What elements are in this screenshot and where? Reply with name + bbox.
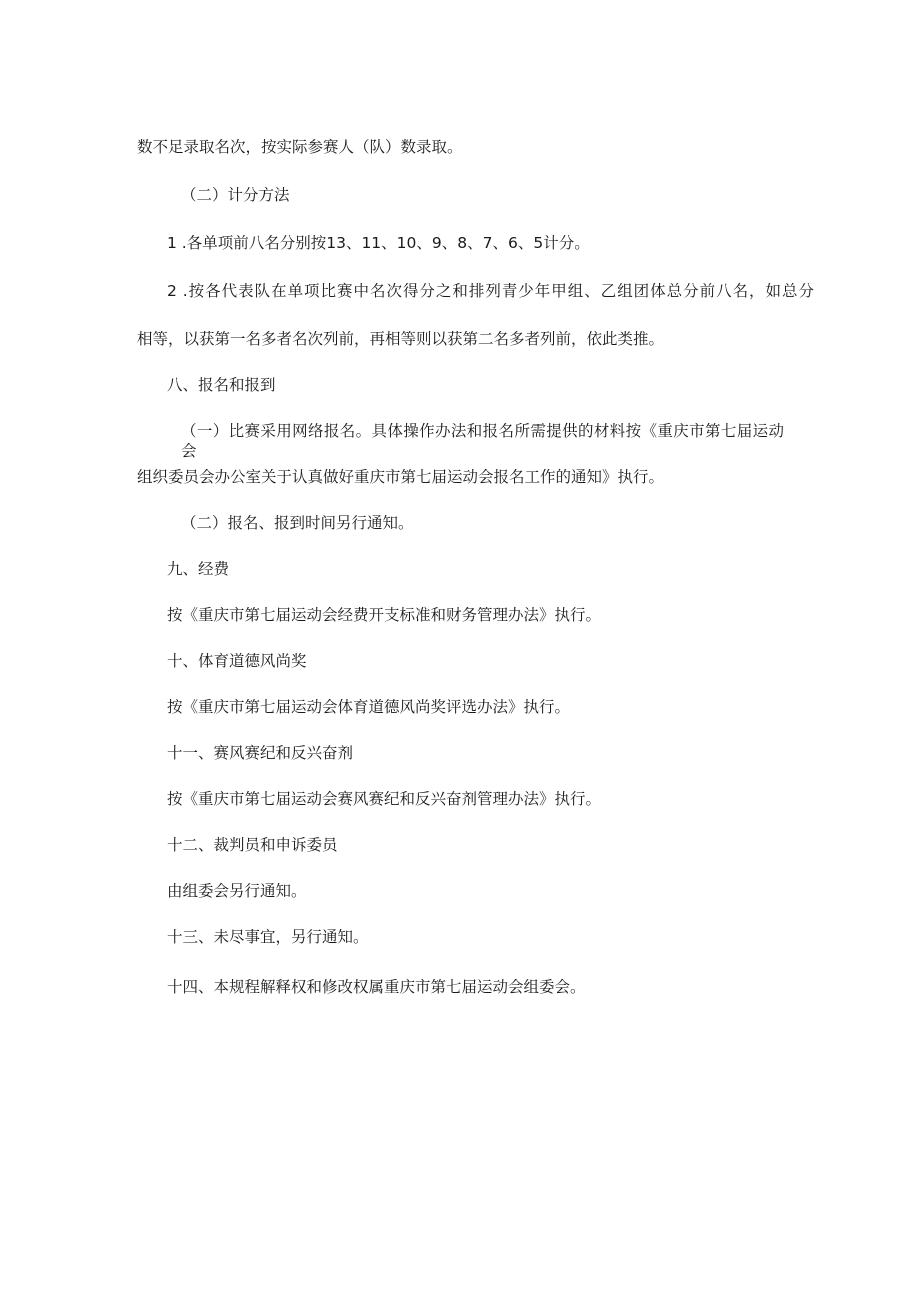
section-heading-discipline-antidoping: 十一、赛风赛纪和反兴奋剂: [167, 744, 354, 762]
scoring-rule-1: 1 .各单项前八名分别按13、11、10、9、8、7、6、5计分。: [167, 234, 590, 252]
section-heading-sportsmanship-award: 十、体育道德风尚奖: [167, 652, 307, 670]
section-heading-funding: 九、经费: [167, 560, 230, 578]
section-heading-registration: 八、报名和报到: [167, 376, 276, 394]
referees-paragraph: 由组委会另行通知。: [167, 882, 307, 900]
discipline-antidoping-paragraph: 按《重庆市第七届运动会赛风赛纪和反兴奋剂管理办法》执行。: [167, 790, 602, 808]
paragraph-continuation: 数不足录取名次，按实际参赛人（队）数录取。: [137, 138, 463, 156]
registration-paragraph-1-continuation: 组织委员会办公室关于认真做好重庆市第七届运动会报名工作的通知》执行。: [137, 468, 665, 486]
scoring-rule-2: 2 .按各代表队在单项比赛中名次得分之和排列青少年甲组、乙组团体总分前八名，如总分: [167, 282, 814, 300]
registration-paragraph-1: （一）比赛采用网络报名。具体操作办法和报名所需提供的材料按《重庆市第七届运动会: [181, 422, 784, 460]
funding-paragraph: 按《重庆市第七届运动会经费开支标准和财务管理办法》执行。: [167, 606, 602, 624]
scoring-rule-2-continuation: 相等，以获第一名多者名次列前，再相等则以获第二名多者列前，依此类推。: [137, 330, 665, 348]
subsection-heading-scoring: （二）计分方法: [181, 186, 290, 204]
section-heading-other-matters: 十三、未尽事宜，另行通知。: [167, 928, 369, 946]
section-heading-interpretation: 十四、本规程解释权和修改权属重庆市第七届运动会组委会。: [167, 978, 586, 996]
sportsmanship-award-paragraph: 按《重庆市第七届运动会体育道德风尚奖评选办法》执行。: [167, 698, 571, 716]
registration-paragraph-2: （二）报名、报到时间另行通知。: [181, 514, 414, 532]
section-heading-referees: 十二、裁判员和申诉委员: [167, 836, 338, 854]
